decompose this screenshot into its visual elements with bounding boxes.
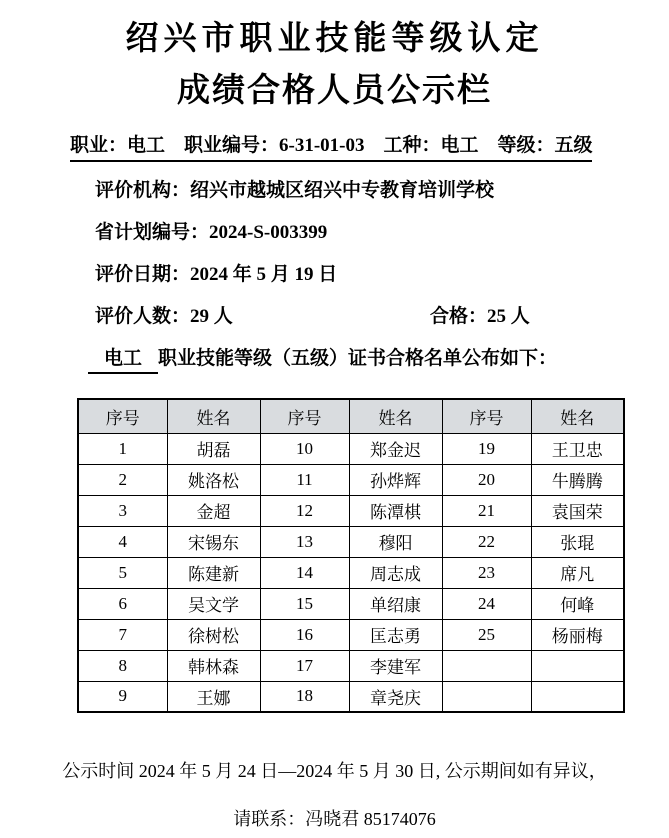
evaluation-date-label: 评价日期： [95, 264, 191, 285]
name-cell: 章尧庆 [349, 681, 442, 712]
plan-number-value: 2024-S-003399 [209, 222, 328, 243]
evaluation-date-value: 2024 年 5 月 19 日 [190, 264, 338, 285]
plan-number-line [95, 212, 669, 254]
serial-cell: 17 [260, 650, 349, 681]
serial-cell: 6 [78, 588, 167, 619]
name-cell: 李建军 [349, 650, 442, 681]
name-cell [531, 681, 624, 712]
footer-contact: 请联系：冯晓君 85174076 [233, 809, 436, 829]
name-cell: 何峰 [531, 588, 624, 619]
plan-number-label: 省计划编号： [95, 222, 210, 243]
name-cell: 孙烨辉 [349, 464, 442, 495]
name-cell: 匡志勇 [349, 619, 442, 650]
agency-line [95, 170, 669, 212]
serial-cell [442, 650, 531, 681]
serial-cell: 7 [78, 619, 167, 650]
list-intro-text: 职业技能等级（五级）证书合格名单公布如下： [158, 348, 558, 369]
column-header-serial: 序号 [260, 399, 349, 433]
table-row [78, 650, 624, 681]
occupation-info-text: 职业：电工 职业编号：6-31-01-03 工种：电工 等级：五级 [70, 130, 592, 162]
serial-cell: 24 [442, 588, 531, 619]
name-cell: 单绍康 [349, 588, 442, 619]
serial-cell: 14 [260, 557, 349, 588]
occupation-info-line [70, 130, 669, 162]
agency-value: 绍兴市越城区绍兴中专教育培训学校 [190, 180, 495, 201]
name-cell: 宋锡东 [167, 526, 260, 557]
name-cell [531, 650, 624, 681]
name-cell: 姚洛松 [167, 464, 260, 495]
serial-cell: 9 [78, 681, 167, 712]
pass-count-label: 合格： [430, 306, 488, 327]
serial-cell: 1 [78, 433, 167, 464]
agency-label: 评价机构： [95, 180, 191, 201]
pass-count-group [430, 296, 530, 338]
table-row [78, 495, 624, 526]
serial-cell: 23 [442, 557, 531, 588]
name-cell: 王卫忠 [531, 433, 624, 464]
serial-cell: 20 [442, 464, 531, 495]
serial-cell: 4 [78, 526, 167, 557]
serial-cell: 5 [78, 557, 167, 588]
footer-publicity-period: 公示时间 2024 年 5 月 24 日—2024 年 5 月 30 日, 公示期间如有异议， [62, 761, 607, 781]
serial-cell: 2 [78, 464, 167, 495]
serial-cell: 10 [260, 433, 349, 464]
page-title-line2: 成绩合格人员公示栏 [177, 73, 492, 109]
page-title-line1: 绍兴市职业技能等级认定 [125, 21, 544, 57]
name-cell: 穆阳 [349, 526, 442, 557]
serial-cell: 3 [78, 495, 167, 526]
table-row [78, 588, 624, 619]
name-cell: 牛腾腾 [531, 464, 624, 495]
serial-cell: 19 [442, 433, 531, 464]
name-cell: 韩林森 [167, 650, 260, 681]
name-cell: 郑金迟 [349, 433, 442, 464]
serial-cell: 15 [260, 588, 349, 619]
column-header-name: 姓名 [531, 399, 624, 433]
name-cell: 张琨 [531, 526, 624, 557]
table-header-row [78, 399, 624, 433]
column-header-name: 姓名 [167, 399, 260, 433]
name-cell: 袁国荣 [531, 495, 624, 526]
footer-notice [0, 757, 669, 831]
serial-cell: 13 [260, 526, 349, 557]
serial-cell: 25 [442, 619, 531, 650]
evaluated-count-value: 29 人 [190, 306, 233, 327]
evaluation-date-line [95, 254, 669, 296]
serial-cell: 18 [260, 681, 349, 712]
serial-cell: 12 [260, 495, 349, 526]
name-cell: 王娜 [167, 681, 260, 712]
name-cell: 陈潭棋 [349, 495, 442, 526]
counts-line [95, 296, 669, 338]
serial-cell [442, 681, 531, 712]
table-row [78, 526, 624, 557]
name-cell: 吴文学 [167, 588, 260, 619]
evaluation-info-block [0, 170, 669, 380]
pass-list-table [77, 398, 625, 713]
serial-cell: 11 [260, 464, 349, 495]
serial-cell: 22 [442, 526, 531, 557]
column-header-serial: 序号 [442, 399, 531, 433]
pass-count-value: 25 人 [487, 306, 530, 327]
serial-cell: 21 [442, 495, 531, 526]
name-cell: 陈建新 [167, 557, 260, 588]
serial-cell: 8 [78, 650, 167, 681]
list-intro-line [88, 338, 669, 380]
list-intro-occupation: 电工 [88, 347, 158, 374]
name-cell: 杨丽梅 [531, 619, 624, 650]
table-row [78, 681, 624, 712]
column-header-serial: 序号 [78, 399, 167, 433]
name-cell: 胡磊 [167, 433, 260, 464]
table-row [78, 619, 624, 650]
name-cell: 周志成 [349, 557, 442, 588]
evaluated-count-label: 评价人数： [95, 306, 191, 327]
name-cell: 金超 [167, 495, 260, 526]
table-row [78, 433, 624, 464]
table-row [78, 464, 624, 495]
serial-cell: 16 [260, 619, 349, 650]
name-cell: 席凡 [531, 557, 624, 588]
table-row [78, 557, 624, 588]
column-header-name: 姓名 [349, 399, 442, 433]
name-cell: 徐树松 [167, 619, 260, 650]
